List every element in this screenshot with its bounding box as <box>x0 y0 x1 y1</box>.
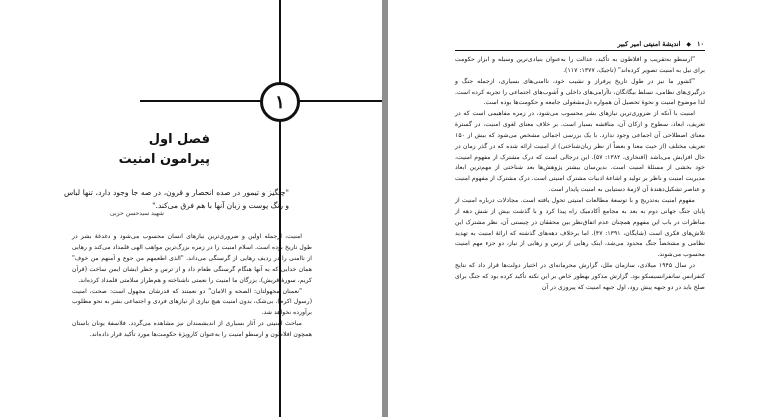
chapter-number: ۱ <box>275 91 285 113</box>
header-title-group <box>617 40 704 48</box>
header-rule <box>455 50 705 51</box>
chapter-title: فصل اول <box>148 132 210 147</box>
epigraph-source: شهید سید‌حسن حزبی <box>110 210 164 217</box>
right-page-body <box>455 55 705 294</box>
left-page <box>0 0 382 417</box>
left-page-body <box>72 232 312 341</box>
paragraph: امنیت، ازجمله اولین و ضروری‌ترین نیازهای انسان محسوب می‌شود و دغدغهٔ بشر در طول تاریخ بوده است. اسلام امنیت را در زمره بزرگ‌ترین مواهب الهی قلمداد می‌کند و رهایی از ناامنی را در ردیف رهایی از گرسنگی می‌داند. "الذی اطعمهم من جوع و آمنهم من خوف" همان خدایی که به آنها هنگام گرسنگی طعام داد و از ترس و خطر ایشان ایمن ساخت (قرآن کریم، سورهٔ قریش). بزرگان ما امنیت را نعمتی ناشناخته و هم‌طراز سلامتی قلمداد کرده‌اند. <box>72 233 312 284</box>
page-number: ۱۰ <box>697 40 704 48</box>
paragraph: مباحث امنیتی در آثار بسیاری از اندیشمندان نیز مشاهده می‌گردد. فلاسفهٔ یونان باستان همچون افلاطون و ارسطو امنیت را به‌عنوان کارویژهٔ حکومت‌ها مورد تأکید قرار داده‌اند. <box>72 320 312 339</box>
paragraph: "کشور ما نیز در طول تاریخ پرفراز و نشیب خود، ناامنی‌های بسیاری، ازجمله جنگ و درگیری‌های نظامی، تسلط بیگانگان، ناآرامی‌های داخلی و آشوب‌های اجتماعی را تجربه کرده است. لذا موضوع امنیت و نحوهٔ تحصیل آن همواره دل‌مشغولی جامعه و حکومت‌ها بوده است. <box>455 77 705 107</box>
epigraph-quote: "چنگیز و تیمور در صده انحصار و قرون، در صه جا وجود دارد، تنها لباس و رنگ پوست و زبان آنها با هم فرق می‌کند." <box>64 188 289 210</box>
diamond-icon: ◆ <box>686 40 692 48</box>
paragraph: مفهوم امنیت به‌تدریج و با توسعهٔ مطالعات امنیتی تحول یافته است. مجادلات درباره امنیت از پایان جنگ جهانی دوم به بعد به مجامع آکادمیک راه پیدا کرد و با گذشت بیش از شش دهه از مناظرات در باب این مفهوم همچنان عدم اتفاق‌نظر بین محققان در چیستی آن، نظر مشترک این تلاش‌های فکری است (شایگان، ۱۳۹۱: ۴۷). اما برخلاف دهه‌های گذشته که ارائهٔ امنیت به تهدید نظامی و مشخصاً جنگ محدود می‌شد، اینک رهایی از ترس و رهایی از نیاز، دو جزء مهم امنیت محسوب می‌شوند. <box>455 196 705 259</box>
paragraph: "ارسطو به‌تقریب و افلاطون به تأکید، عدالت را به‌عنوان بنیادی‌ترین وسیله و ابزار حکومت برای نیل به امنیت تصویر کرده‌اند" (تاجیک، ۱۳۷۷: ۱۱۷). <box>455 56 705 74</box>
running-header <box>480 40 704 48</box>
chapter-number-circle <box>260 82 300 122</box>
paragraph: امنیت با آنکه از ضروری‌ترین نیازهای بشر محسوب می‌شود، در زمره مفاهیمی است که در تعریف، ابعاد، سطوح و ارکان آن، مناقشه بسیار است. بر خلاف معنای لغوی امنیت، در گسترهٔ معنای اصطلاحی آن اجماعی وجود ندارد. با یک بررسی اجمالی مشخص می‌شود که بیش از ۱۵۰ تعریف مختلف (از حیث معنا و بعضاً از نظر زبان‌شناختی) از امنیت ارائه شده که در گذر زمان در حال افزایش می‌باشد (افتخاری، ۱۳۸۲: ۵۷). این درجالی است که درک مشترک از مفهوم امنیت، خود بخشی از مسئلهٔ امنیت است. بدین‌سان بیشتر پژوهش‌ها بعد شناختی از مهم‌ترین ابعاد مدیریت امنیت و ناظر بر تولید و اشاعهٔ ادبیات مشترک امنیتی است. درک مشترک از مفهوم امنیت و عناصر تشکیل‌دهندهٔ آن لازمهٔ دستیابی به امنیت پایدار است. <box>455 110 706 194</box>
running-header-title: اندیشهٔ امنیتی امیر کبیر <box>617 40 681 48</box>
paragraph: در سال ۱۹۴۵ میلادی، سازمان ملل، گزارش محرمانه‌ای در اختیار دولت‌ها قرار داد که نتایج کنفرانس سانفرانسیسکو بود. گزارش مذکور بهطور خاص بر این نکته تأکید کرده بود که جنگ برای صلح باید در دو جبهه پیش رود، اول جبهه امنیت که پیروزی در آن <box>455 262 705 291</box>
paragraph: "نعمتان مجهولتان: الصحه و الامان" دو نعمتند که قدرشان مجهول است: صحت، امنیت (رسول اکرم). بی‌شک، بدون امنیت هیچ نیازی از نیازهای فردی و اجتماعی بشر به نحو مطلوب برآورده نخواهد شد. <box>72 287 312 317</box>
chapter-subtitle: پیرامون امنیت <box>118 152 210 167</box>
